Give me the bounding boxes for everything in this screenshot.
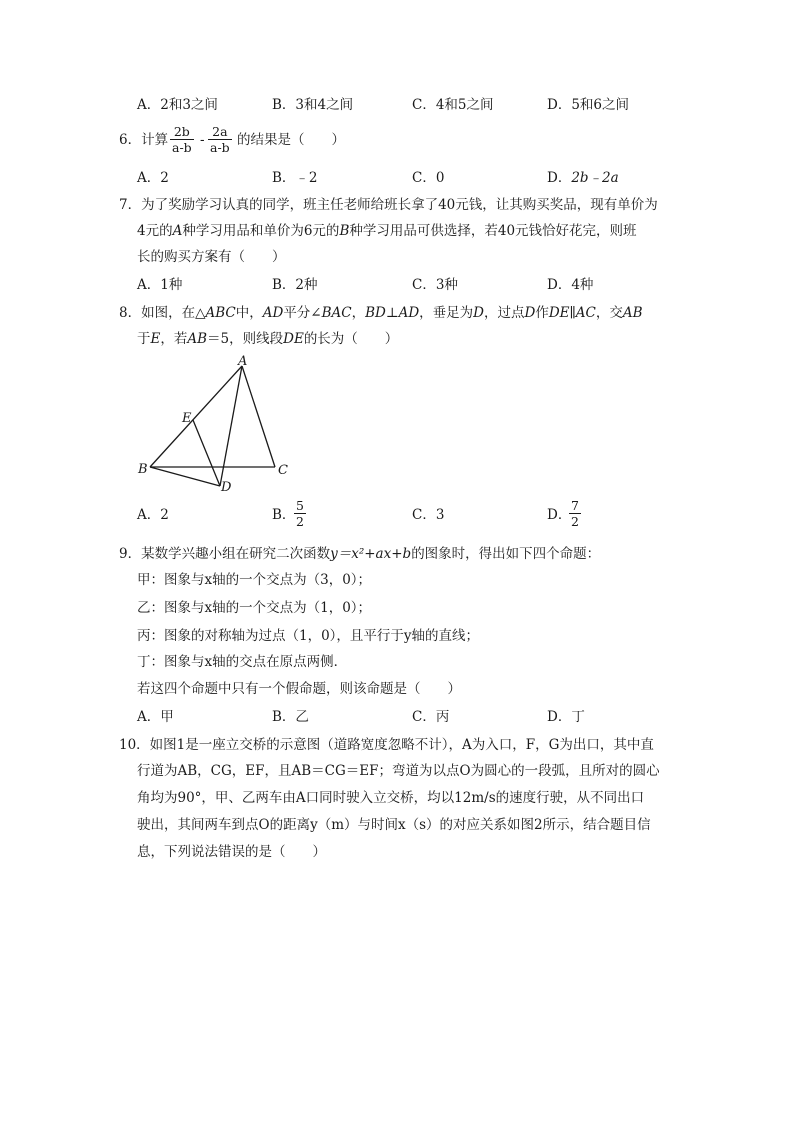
q8-l1-h: 作 xyxy=(535,305,549,321)
q10-line-1: 10．如图1是一座立交桥的示意图（道路宽度忽略不计），A为入口，F，G为出口，其中直 xyxy=(119,737,654,753)
q7-var-a: A xyxy=(172,223,183,239)
q9-function: y＝x²+ax+b xyxy=(330,546,412,562)
q8-e: E xyxy=(150,331,161,347)
q8-l1-g: ，过点 xyxy=(483,305,525,321)
label-e: E xyxy=(182,411,192,426)
q9-option-d: D．丁 xyxy=(547,709,585,725)
q8-line-2 xyxy=(137,330,398,348)
q6-prefix: 6．计算 xyxy=(119,132,169,148)
q8-option-d-fraction xyxy=(569,498,581,529)
q8-option-b-den: 2 xyxy=(296,514,304,529)
q9-question: 若这四个命题中只有一个假命题，则该命题是（ ） xyxy=(137,681,461,697)
q9-l1-b: 的图象时，得出如下四个命题： xyxy=(411,546,601,562)
q7-line-3: 长的购买方案有（ ） xyxy=(137,249,286,265)
q7-option-a: A．1种 xyxy=(137,277,183,293)
q8-ab2: AB xyxy=(187,331,208,347)
q9-option-a: A．甲 xyxy=(137,709,174,725)
q8-option-b-fraction xyxy=(294,498,306,529)
q8-bd: BD xyxy=(365,305,386,321)
q10-line-3: 角均为90°，甲、乙两车由A口同时驶入立交桥，均以12m/s的速度行驶，从不同出口 xyxy=(137,790,645,806)
q6-minus: - xyxy=(200,132,205,148)
segment-ab xyxy=(150,366,242,467)
q8-ab: AB xyxy=(622,305,643,321)
q9-option-c: C．丙 xyxy=(412,709,450,725)
q6-frac1-numerator: 2b xyxy=(170,124,194,140)
q8-l1-e: ⊥ xyxy=(385,305,399,321)
q9-line-1 xyxy=(119,545,600,563)
q6-option-c: C．0 xyxy=(412,170,445,186)
segment-de xyxy=(193,420,220,486)
q9-proposition-bing: 丙：图象的对称轴为过点（1，0），且平行于y轴的直线； xyxy=(137,628,480,644)
q6-option-d-expr: 2b﹣2a xyxy=(571,170,619,186)
q8-ac: AC xyxy=(575,305,596,321)
q9-proposition-ding: 丁：图象与x轴的交点在原点两侧． xyxy=(137,654,348,670)
q5-option-c: C．4和5之间 xyxy=(412,97,494,113)
q10-line-2: 行道为AB，CG，EF，且AB＝CG＝EF；弯道为以点O为圆心的一段弧，且所对的圆心 xyxy=(137,763,660,779)
q8-d1: D xyxy=(473,305,484,321)
q10-line-4: 驶出，其间两车到点O的距离y（m）与时间x（s）的对应关系如图2所示，结合题目信 xyxy=(137,817,651,833)
q8-ad: AD xyxy=(262,305,284,321)
q9-proposition-jia: 甲：图象与x轴的一个交点为（3，0）； xyxy=(137,572,372,588)
q6-option-b: B．﹣2 xyxy=(272,170,318,186)
q7-line2-c: 种学习用品可供选择，若40元钱恰好花完，则班 xyxy=(349,223,637,239)
q8-bac: BAC xyxy=(321,305,352,321)
q7-line-2 xyxy=(137,222,637,240)
q7-line-1: 7．为了奖励学习认真的同学，班主任老师给班长拿了40元钱，让其购买奖品，现有单价为 xyxy=(119,197,658,213)
label-c: C xyxy=(278,463,288,478)
q8-option-d-num: 7 xyxy=(571,498,579,513)
q9-l1-a: 9．某数学兴趣小组在研究二次函数 xyxy=(119,546,331,562)
q8-l2-b: ，若 xyxy=(160,331,188,347)
q8-l2-d: 的长为（ ） xyxy=(303,331,399,347)
q6-frac2-denominator: a-b xyxy=(210,140,230,155)
q7-line2-a: 4元的 xyxy=(137,223,173,239)
q8-l1-b: 中， xyxy=(235,305,263,321)
q9-option-b: B．乙 xyxy=(272,709,309,725)
q8-l1-d: ， xyxy=(351,305,366,321)
q8-l1-j: ，交 xyxy=(595,305,623,321)
q8-option-b-num: 5 xyxy=(296,498,304,513)
q7-var-b: B xyxy=(339,223,350,239)
q7-option-c: C．3种 xyxy=(412,277,458,293)
q7-option-b: B．2种 xyxy=(272,277,318,293)
segment-ad xyxy=(220,366,242,486)
label-a: A xyxy=(238,354,248,369)
q6-frac2-numerator: 2a xyxy=(208,124,232,140)
q8-option-d-den: 2 xyxy=(571,514,579,529)
q9-proposition-yi: 乙：图象与x轴的一个交点为（1，0）； xyxy=(137,600,372,616)
q8-de2: DE xyxy=(283,331,304,347)
q8-l1-i: ∥ xyxy=(569,305,576,321)
label-d: D xyxy=(221,480,232,495)
q8-abc: ABC xyxy=(205,305,236,321)
segment-ac xyxy=(242,366,275,467)
q8-line-1 xyxy=(119,304,643,322)
segment-bd xyxy=(150,467,220,486)
q8-l1-a: 8．如图，在△ xyxy=(119,305,206,321)
q7-option-d: D．4种 xyxy=(547,277,594,293)
q8-l1-f: ，垂足为 xyxy=(419,305,474,321)
q8-option-c: C．3 xyxy=(412,507,445,523)
q6-frac1-denominator: a-b xyxy=(172,140,192,155)
q6-option-a: A．2 xyxy=(137,170,169,186)
q8-option-d-label: D． xyxy=(547,507,572,523)
q8-d2: D xyxy=(524,305,536,321)
q8-l2-c: ＝5，则线段 xyxy=(207,331,284,347)
q8-ad2: AD xyxy=(398,305,420,321)
q5-option-b: B．3和4之间 xyxy=(272,97,354,113)
q6-fraction-2 xyxy=(208,124,232,155)
q5-option-a: A．2和3之间 xyxy=(137,97,218,113)
q8-option-a: A．2 xyxy=(137,507,169,523)
q7-line2-b: 种学习用品和单价为6元的 xyxy=(182,223,340,239)
q10-line-5: 息，下列说法错误的是（ ） xyxy=(137,844,326,860)
label-b: B xyxy=(138,462,148,477)
q8-l2-a: 于 xyxy=(137,331,151,347)
q8-de: DE xyxy=(548,305,570,321)
q8-triangle-figure xyxy=(130,352,300,498)
q8-l1-c: 平分∠ xyxy=(283,305,322,321)
q6-fraction-1 xyxy=(170,124,194,155)
q6-option-d xyxy=(547,169,619,187)
q8-option-b-label: B． xyxy=(272,507,296,523)
q6-suffix: 的结果是（ ） xyxy=(237,132,345,148)
q5-option-d: D．5和6之间 xyxy=(547,97,630,113)
q6-option-d-label: D． xyxy=(547,170,572,186)
